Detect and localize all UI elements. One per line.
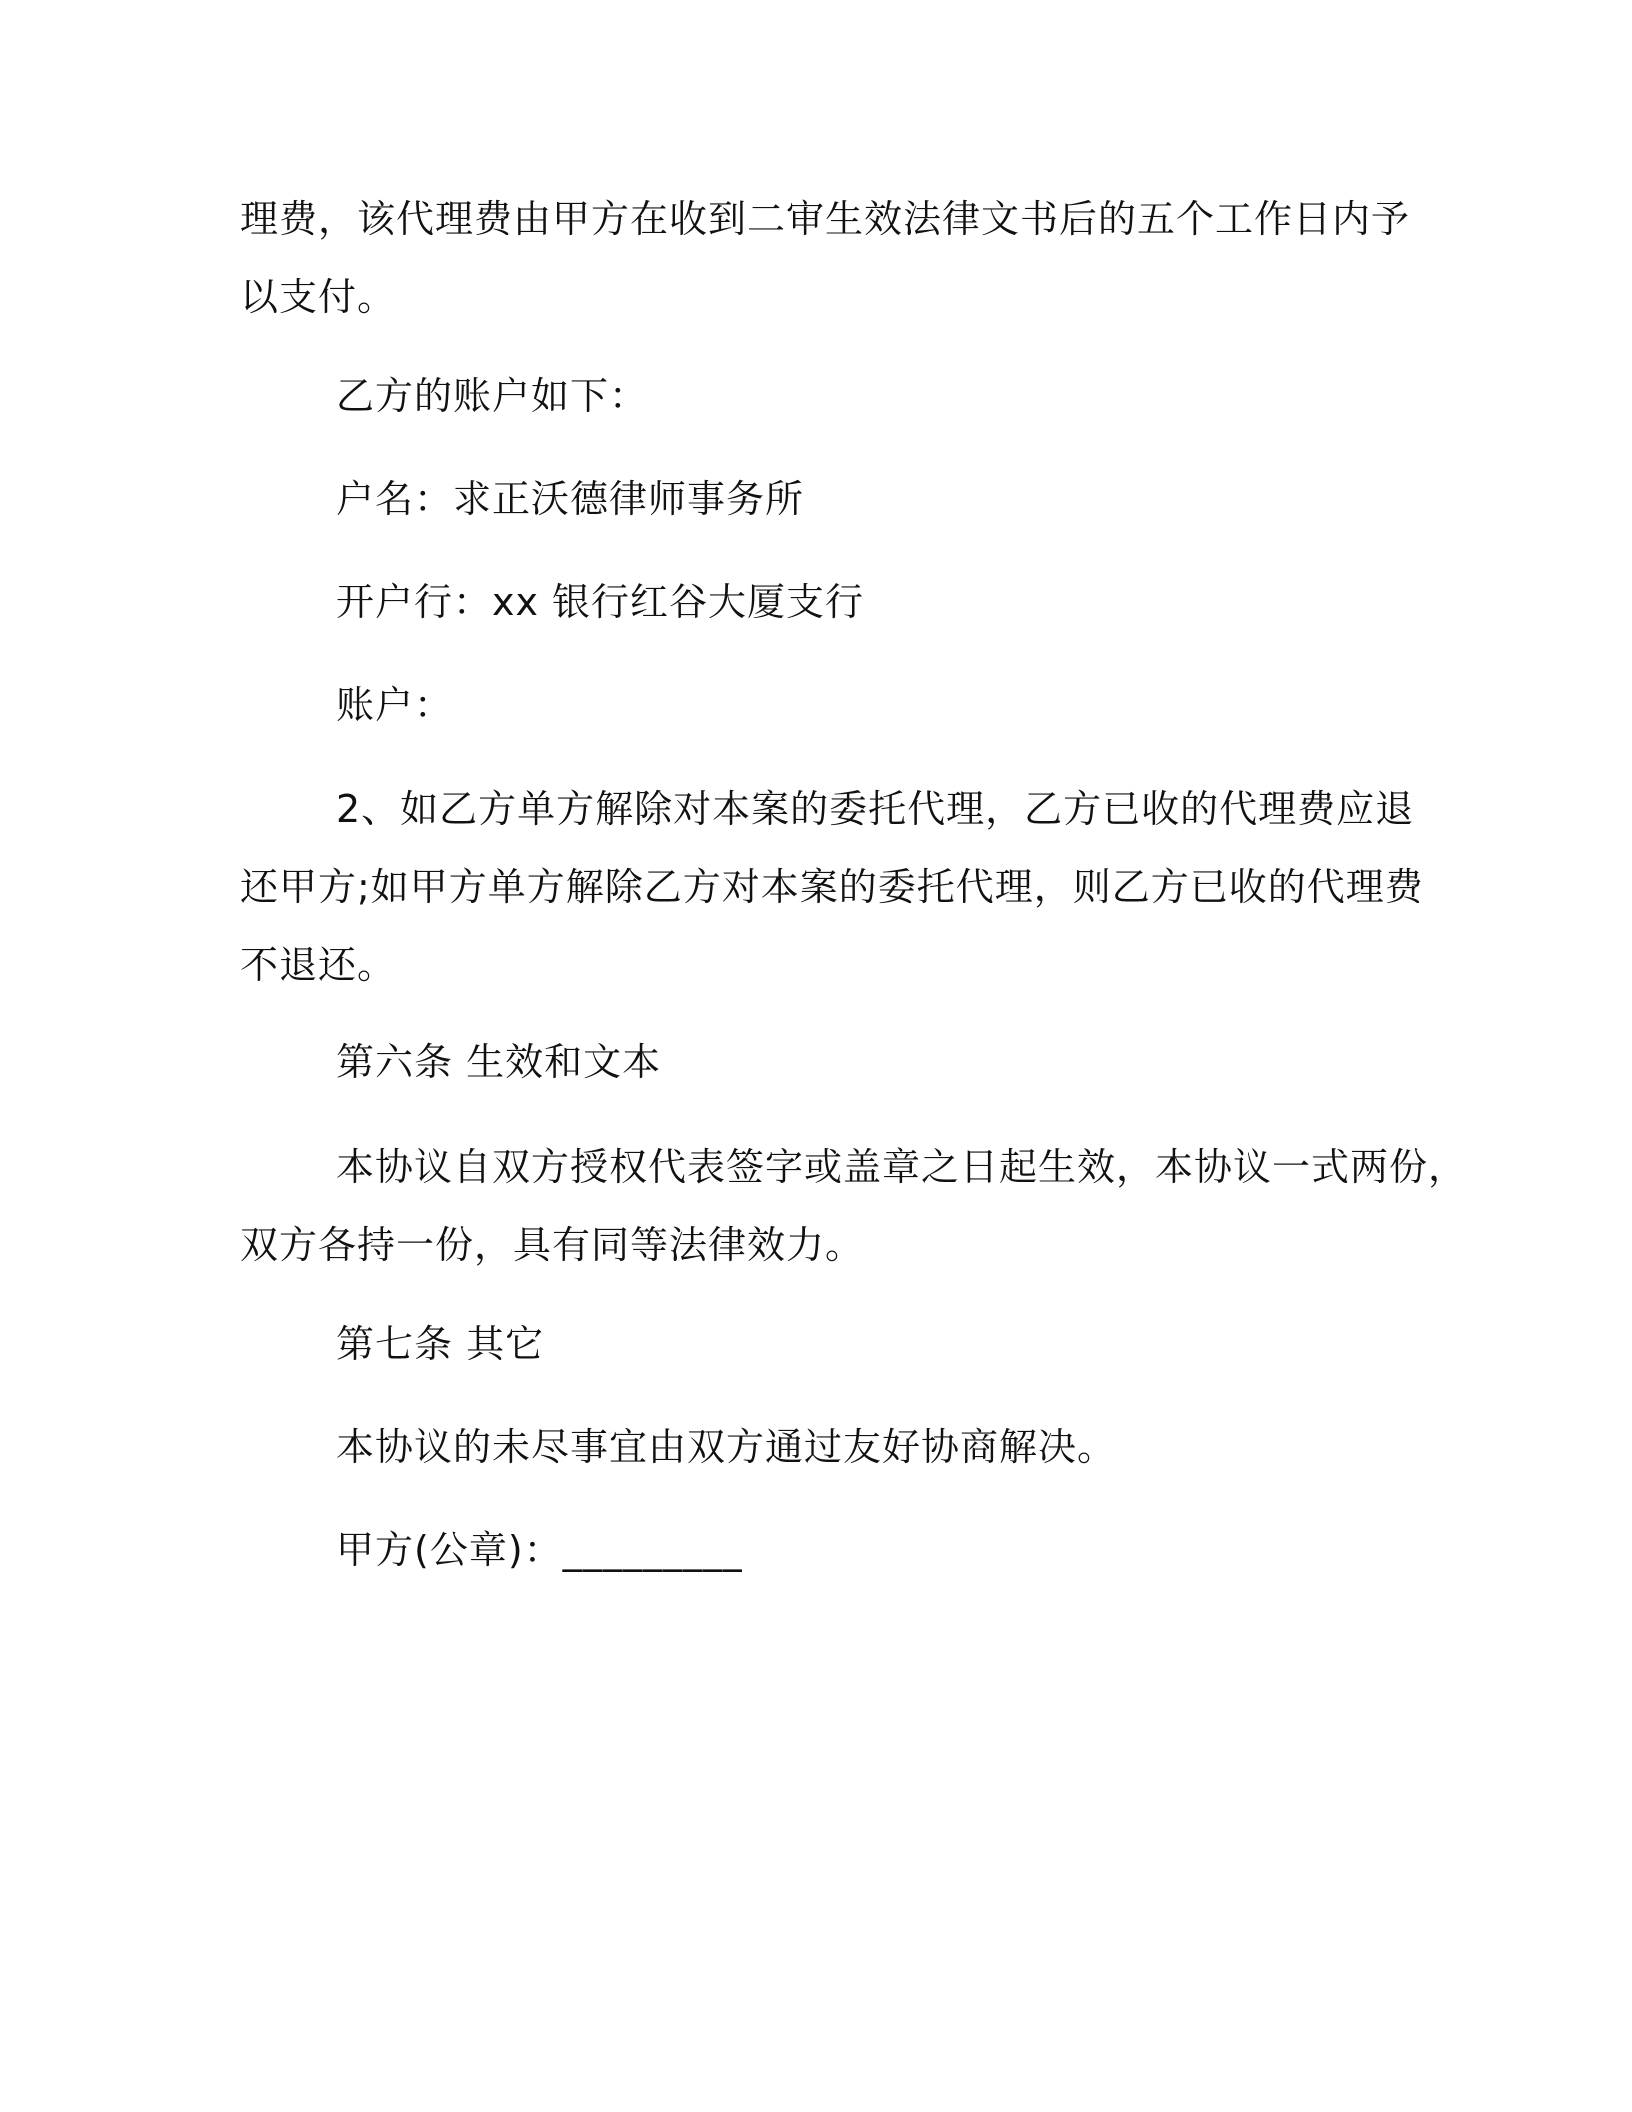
paragraph-line: 理费，该代理费由甲方在收到二审生效法律文书后的五个工作日内予	[240, 197, 1411, 241]
article-7-heading: 第七条 其它	[336, 1322, 545, 1366]
party-a-seal-line: 甲方(公章)：_________	[336, 1528, 743, 1572]
account-intro: 乙方的账户如下：	[336, 374, 649, 418]
account-number: 账户：	[336, 683, 454, 727]
bank-name: 开户行：xx 银行红谷大厦支行	[336, 580, 865, 624]
paragraph-line: 还甲方;如甲方单方解除乙方对本案的委托代理，则乙方已收的代理费	[240, 865, 1424, 909]
paragraph-line: 双方各持一份，具有同等法律效力。	[240, 1223, 865, 1267]
paragraph-line: 以支付。	[240, 275, 397, 319]
article-6-heading: 第六条 生效和文本	[336, 1040, 662, 1084]
clause-2-paragraph	[240, 770, 1424, 1004]
paragraph-line: 本协议自双方授权代表签字或盖章之日起生效，本协议一式两份，	[336, 1145, 1468, 1189]
fee-continuation-paragraph	[240, 180, 1420, 336]
paragraph-line: 不退还。	[240, 943, 397, 987]
account-name: 户名：求正沃德律师事务所	[336, 477, 805, 521]
article-7-paragraph: 本协议的未尽事宜由双方通过友好协商解决。	[336, 1425, 1117, 1469]
paragraph-line: 2、如乙方单方解除对本案的委托代理，乙方已收的代理费应退	[336, 787, 1415, 831]
article-6-paragraph	[240, 1128, 1468, 1284]
